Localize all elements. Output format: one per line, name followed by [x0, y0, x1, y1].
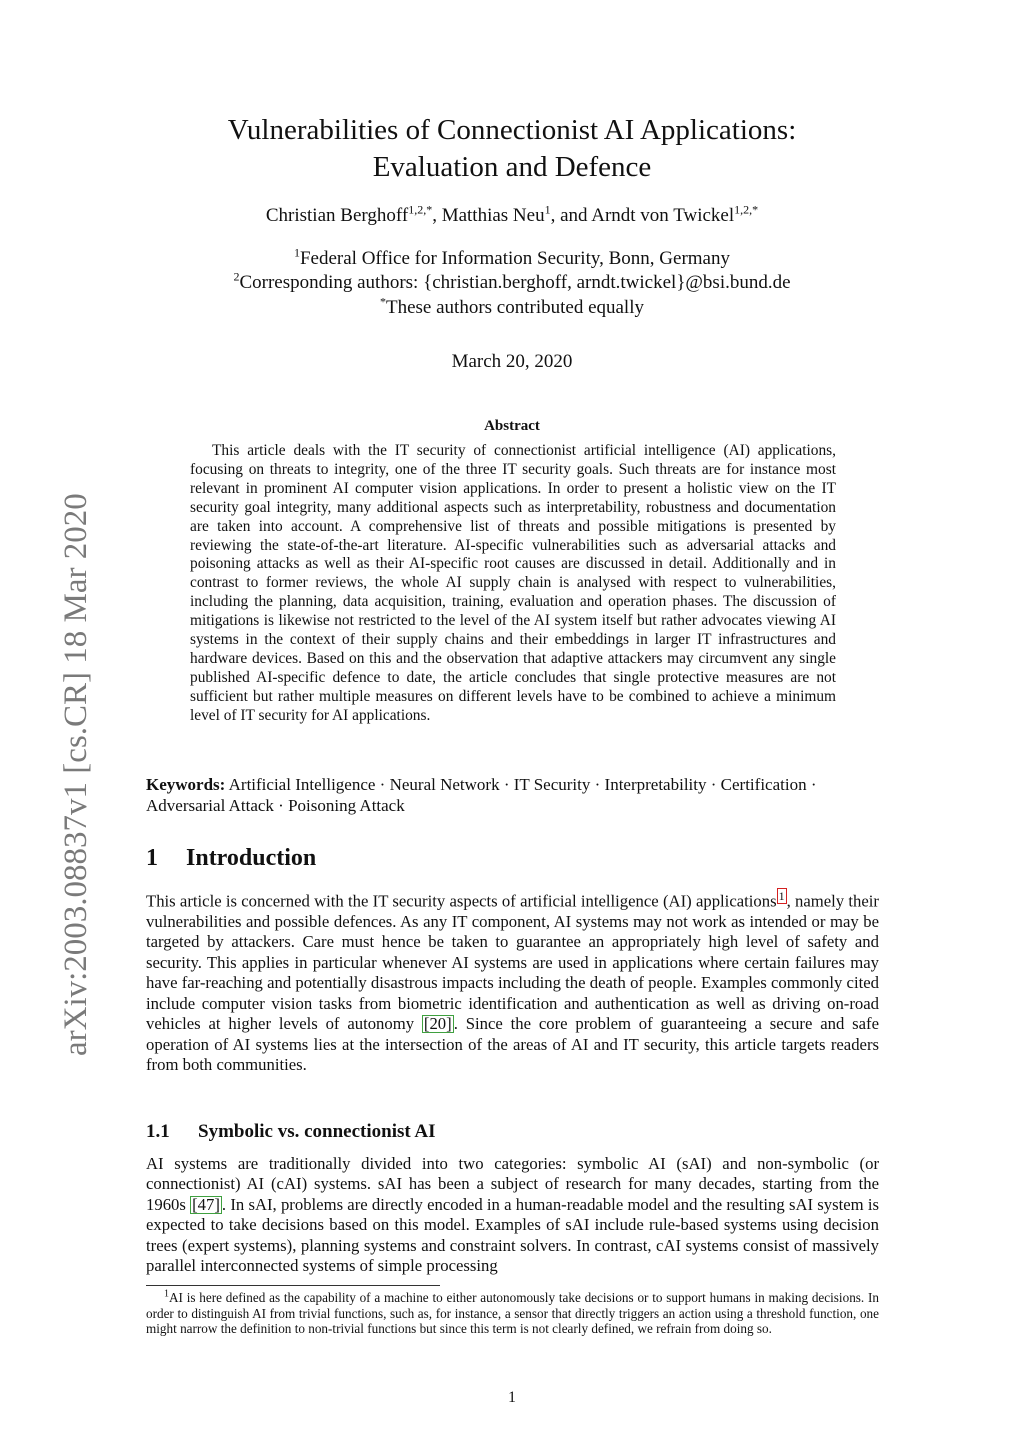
paragraph-text: . In sAI, problems are directly encoded in a human-readable model and the resulting sAI system is expected to take decisions based on this model. Examples of sAI include rule-based systems using decision trees (expert systems), planning systems and constraint solvers. In contrast, cAI systems consist of massively parallel interconnected systems of simple processing	[146, 1194, 880, 1276]
author-name: , and Arndt von Twickel	[550, 205, 735, 226]
affiliation-1	[150, 247, 874, 271]
footnote-text: AI is here defined as the capability of a machine to either autonomously take decisions or to support humans in making decisions. In order to distinguish AI from trivial functions, such as, for instance, a sensor that directly triggers an action using a threshold function, one might narrow the definition to non-trivial functions but since this term is not clearly defined, we refrain from doing so.	[146, 1290, 879, 1337]
title-line-2: Evaluation and Defence	[372, 151, 652, 183]
introduction-paragraph	[146, 888, 879, 1076]
keywords	[146, 774, 879, 816]
author-name: , Matthias Neu	[432, 205, 545, 226]
author-list	[150, 204, 874, 228]
subsection-paragraph	[146, 1154, 879, 1277]
citation-link[interactable]: [47]	[192, 1194, 220, 1214]
subsection-heading	[146, 1120, 436, 1144]
subsection-number: 1.1	[146, 1121, 170, 1142]
paragraph-text: , namely their vulnerabilities and possible defences. As any IT component, AI systems may not work as intended or may be targeted by attackers. Care must hence be taken to guarantee an appropriately high level of safety and security. This applies in particular whenever AI systems are used in applications where certain failures may have far-reaching and potentially disastrous impacts including the death of people. Examples commonly cited include computer vision tasks from biometric identification and authentication as well as driving on-road vehicles at higher levels of autonomy	[146, 891, 879, 1034]
citation-link[interactable]: [20]	[423, 1014, 452, 1034]
author-affiliation-mark: 1,2,*	[408, 202, 433, 217]
section-heading-introduction	[146, 843, 316, 873]
section-number: 1	[146, 845, 158, 871]
affiliation-2	[150, 271, 874, 295]
footnote-link[interactable]: 1	[778, 889, 785, 903]
subsection-title: Symbolic vs. connectionist AI	[198, 1121, 436, 1142]
affiliation-mark: 2	[233, 269, 240, 284]
paragraph-text: AI systems are traditionally divided into two categories: symbolic AI (sAI) and non-symbolic (or connectionist) AI (cAI) systems. sAI has been a subject of research for many decades, starting from the 1960s	[146, 1154, 879, 1214]
affiliation-text: Federal Office for Information Security, Bonn, Germany	[299, 248, 730, 269]
keywords-list: Artificial Intelligence · Neural Network · IT Security · Interpretability · Certification · Adversarial Attack · Poisoning Attack	[146, 775, 817, 815]
affiliation-3	[150, 296, 874, 320]
corresponding-authors-text: Corresponding authors: {christian.berghoff, arndt.twickel}@bsi.bund.de	[239, 272, 791, 293]
keywords-label: Keywords:	[146, 775, 226, 794]
title-line-1: Vulnerabilities of Connectionist AI Applications:	[227, 114, 797, 146]
footnote-divider	[146, 1285, 440, 1286]
author-name: Christian Berghoff	[265, 205, 409, 226]
footnote-mark: 1	[164, 1288, 169, 1300]
abstract-text: This article deals with the IT security of connectionist artificial intelligence (AI) applications, focusing on threats to integrity, one of the three IT security goals. Such threats are for instance most relevant in prominent AI computer vision applications. In order to present a holistic view on the IT security goal integrity, many additional aspects such as interpretability, robustness and documentation are taken into account. A comprehensive list of threats and possible mitigations is presented by reviewing the state-of-the-art literature. AI-specific vulnerabilities such as adversarial attacks and poisoning attacks as well as their AI-specific root causes are discussed in detail. Additionally and in contrast to former reviews, the whole AI supply chain is analysed with respect to vulnerabilities, including the planning, data acquisition, training, evaluation and operation phases. The discussion of mitigations is likewise not restricted to the level of the AI system itself but rather advocates viewing AI systems in the context of their supply chains and their embeddings in larger IT infrastructures and hardware devices. Based on this and the observation that adaptive attackers may circumvent any single published AI-specific defence to date, the article concludes that single protective measures are not sufficient but rather multiple measures on different levels have to be combined to achieve a minimum level of IT security for AI applications.	[190, 442, 836, 724]
section-title: Introduction	[186, 845, 317, 871]
page-number: 1	[508, 1389, 516, 1406]
arxiv-identifier-stamp[interactable]: arXiv:2003.08837v1 [cs.CR] 18 Mar 2020	[58, 493, 94, 1056]
publication-date: March 20, 2020	[451, 351, 573, 372]
author-affiliation-mark: 1,2,*	[734, 202, 759, 217]
affiliation-mark: 1	[293, 245, 300, 260]
paragraph-text: This article is concerned with the IT security aspects of artificial intelligence (AI) applications	[146, 891, 777, 911]
footnote	[146, 1290, 879, 1337]
affiliation-mark: *	[379, 294, 386, 309]
abstract-heading: Abstract	[484, 418, 540, 434]
author-affiliation-mark: 1	[544, 202, 551, 217]
equal-contribution-note: These authors contributed equally	[385, 297, 644, 318]
paragraph-text: . Since the core problem of guaranteeing a secure and safe operation of AI systems lies at the intersection of the areas of AI and IT security, this article targets readers from both communities.	[146, 1014, 879, 1075]
paper-title	[150, 112, 874, 186]
